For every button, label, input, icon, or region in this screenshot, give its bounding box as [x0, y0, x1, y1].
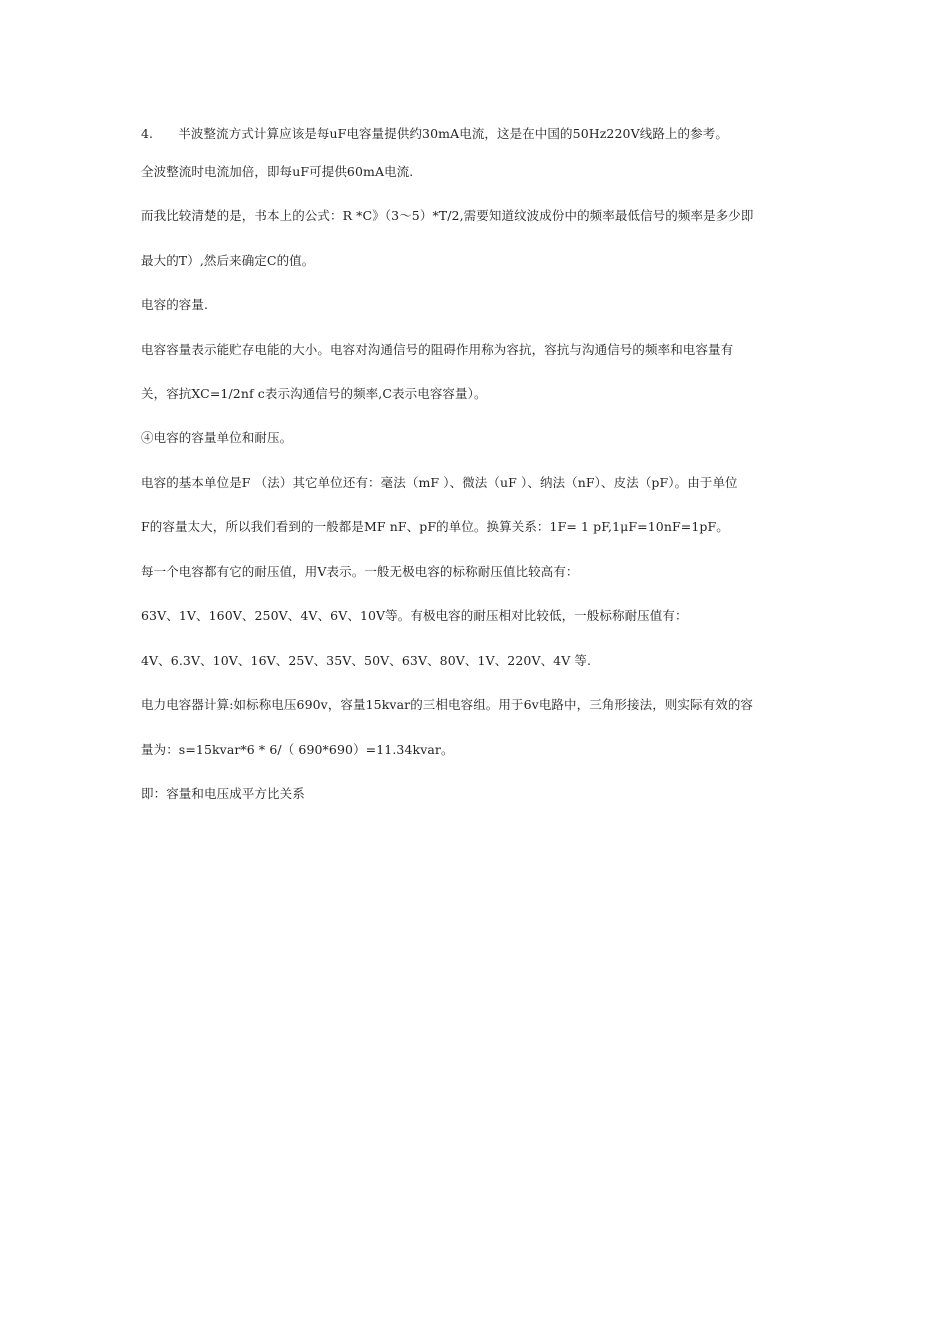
- text-line-voltage-nonpolar: 63V、1V、160V、250V、4V、6V、10V等。有极电容的耐压相对比较低，一般标称耐压值有：: [141, 608, 688, 623]
- text-line-units: 电容的基本单位是F （法）其它单位还有：毫法（mF ）、微法（uF ）、纳法（nF）、皮法（pF）。由于单位: [141, 475, 738, 490]
- text-line-effective-capacity: 量为：s=15kvar*6 * 6/（ 690*690）=11.34kvar。: [141, 742, 454, 757]
- text-line-formula-cont: 最大的T）,然后来确定C的值。: [141, 253, 315, 268]
- text-line-capacity-heading: 电容的容量.: [141, 297, 209, 312]
- text-line-half-wave: 4. 半波整流方式计算应该是每uF电容量提供约30mA电流，这是在中国的50Hz220V线路上的参考。: [141, 126, 728, 141]
- text-line-units-heading: ④电容的容量单位和耐压。: [141, 430, 293, 445]
- text-line-power-capacitor: 电力电容器计算:如标称电压690v，容量15kvar的三相电容组。用于6v电路中，三角形接法，则实际有效的容: [141, 697, 754, 712]
- text-line-capacity-desc: 电容容量表示能贮存电能的大小。电容对沟通信号的阻碍作用称为容抗，容抗与沟通信号的频率和电容量有: [141, 342, 734, 357]
- text-line-formula: 而我比较清楚的是，书本上的公式：R *C》（3〜5）*T/2,需要知道纹波成份中的频率最低信号的频率是多少即: [141, 208, 754, 223]
- text-line-voltage-intro: 每一个电容都有它的耐压值，用V表示。一般无极电容的标称耐压值比较高有：: [141, 564, 579, 579]
- text-line-conclusion: 即：容量和电压成平方比关系: [141, 786, 305, 801]
- text-line-reactance: 关，容抗XC=1/2nf c表示沟通信号的频率,C表示电容容量）。: [141, 386, 487, 401]
- text-line-conversion: F的容量太大，所以我们看到的一般都是MF nF、pF的单位。换算关系：1F= 1 pF,1μF=10nF=1pF。: [141, 519, 729, 534]
- text-line-full-wave: 全波整流时电流加倍，即每uF可提供60mA电流.: [141, 164, 414, 179]
- text-line-voltage-polar: 4V、6.3V、10V、16V、25V、35V、50V、63V、80V、1V、220V、4V 等.: [141, 653, 592, 668]
